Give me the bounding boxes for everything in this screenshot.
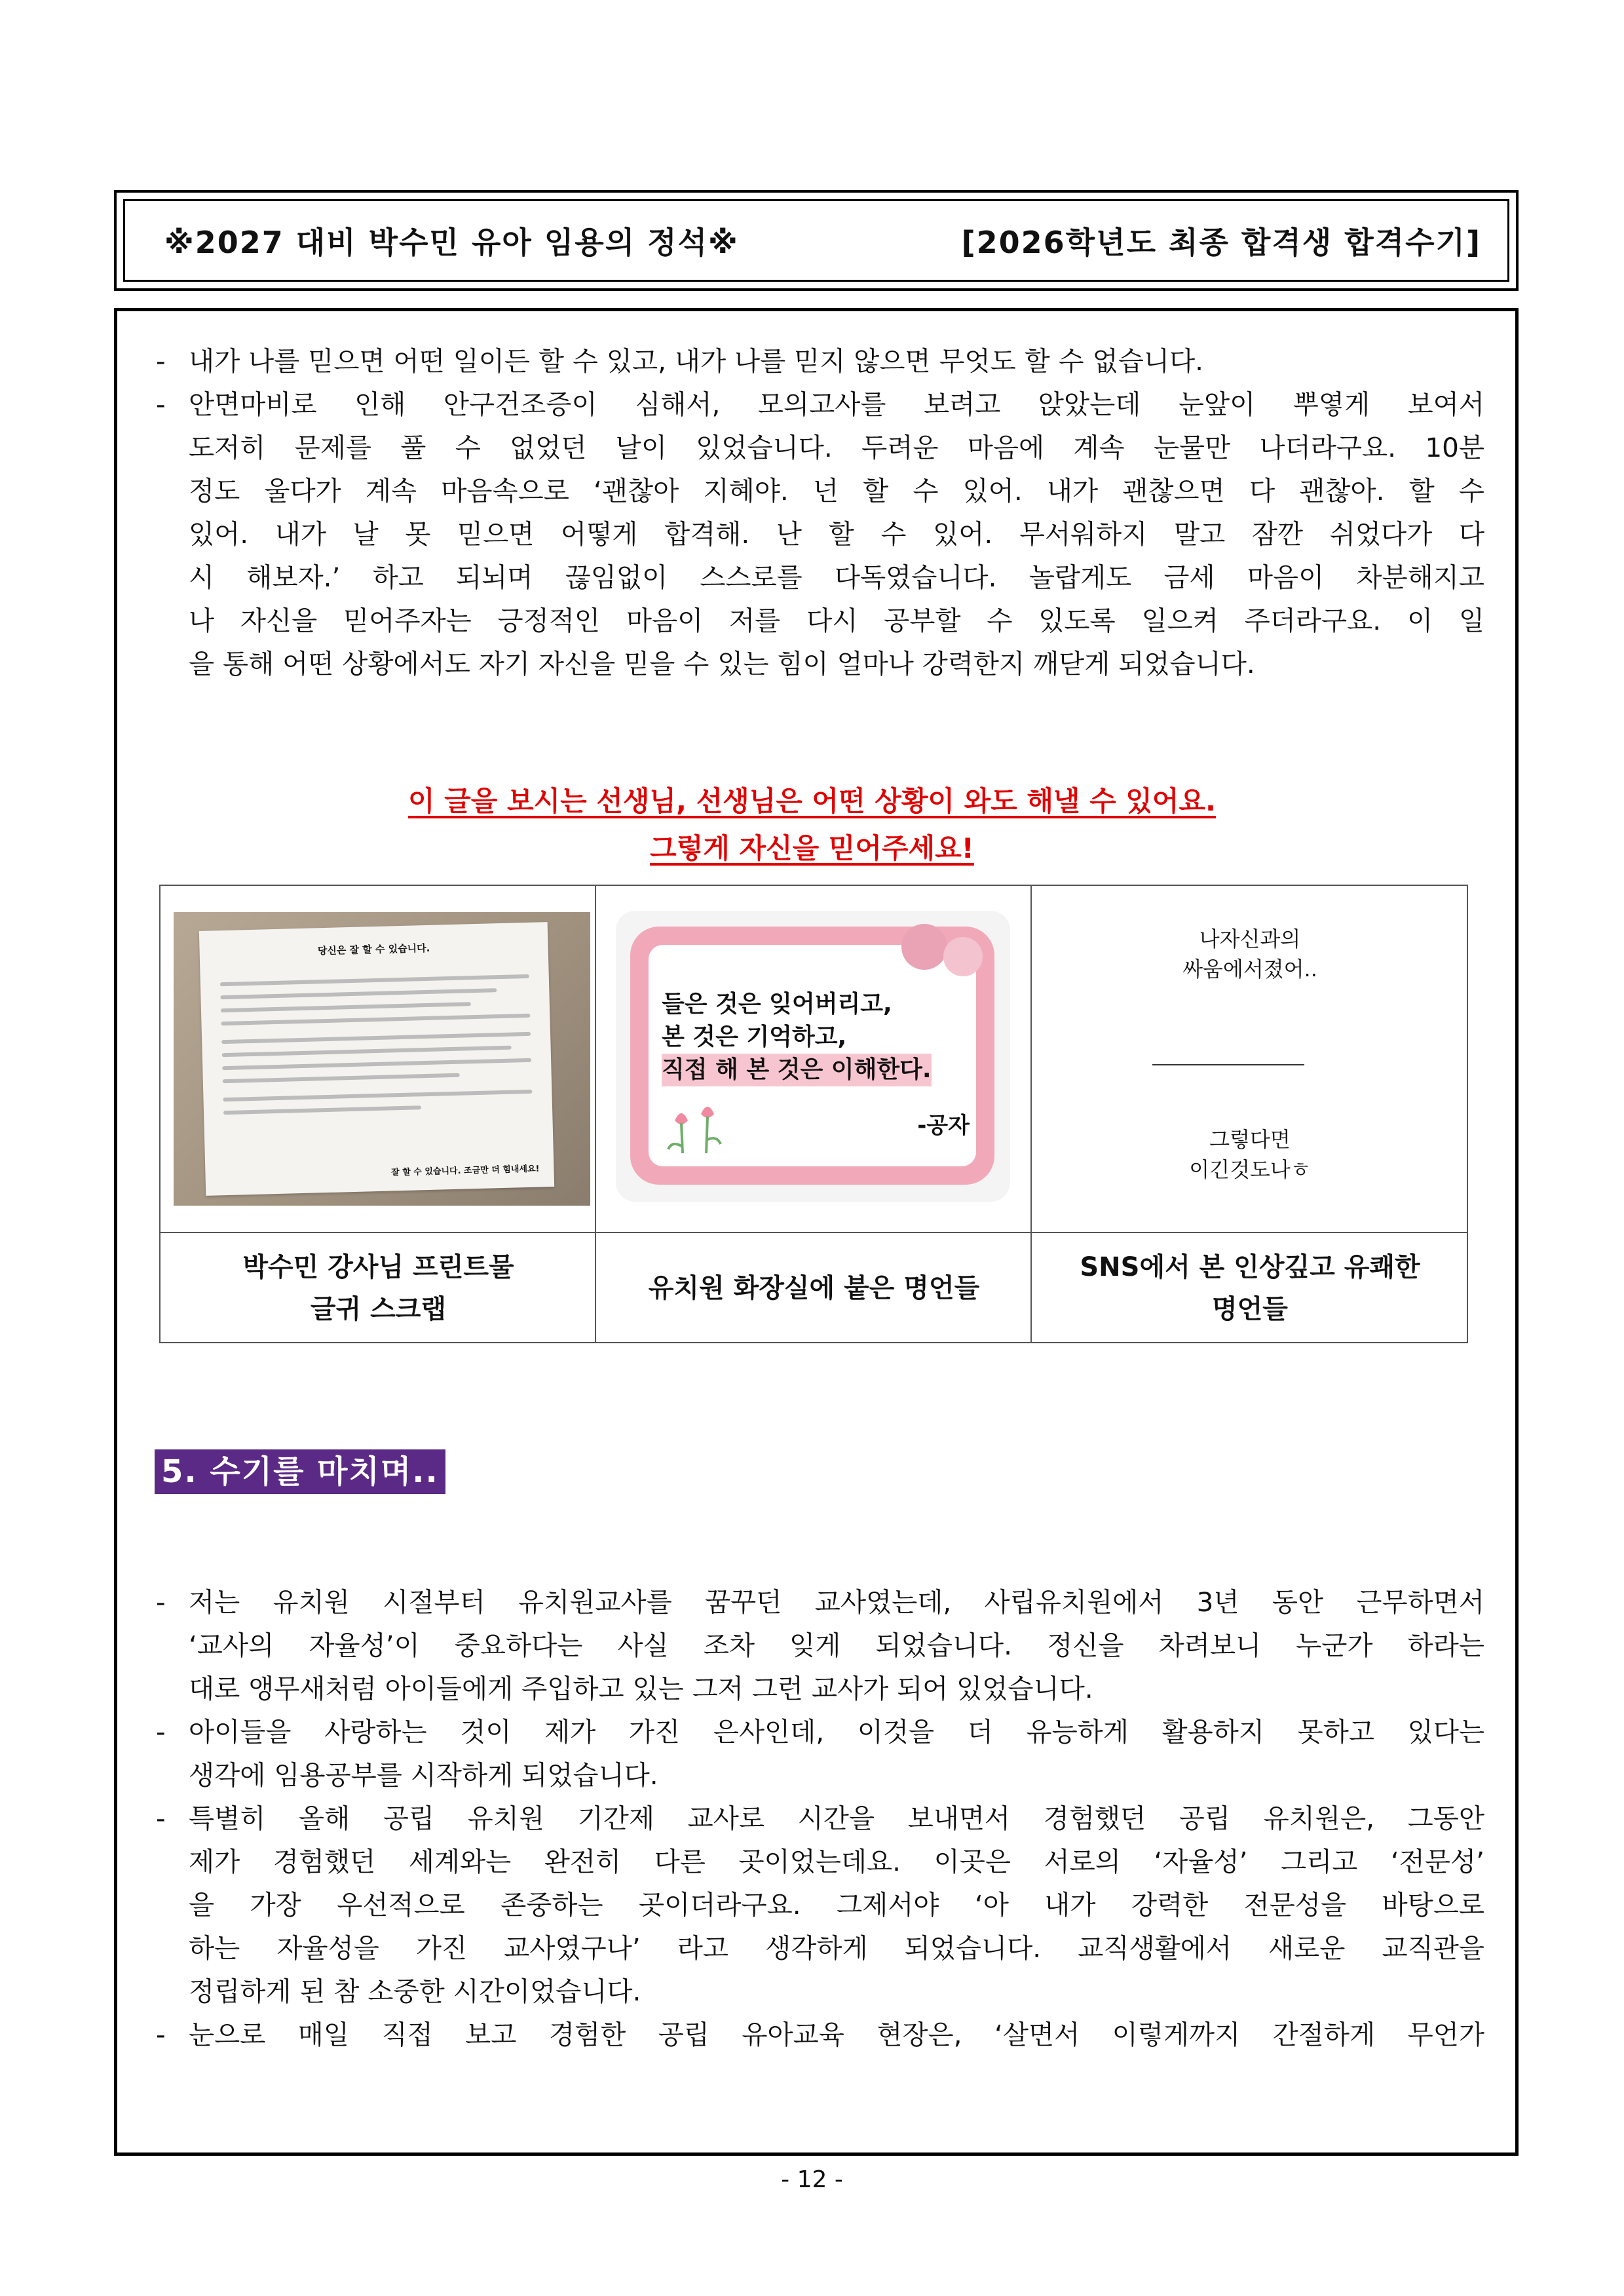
page-number: - 12 - xyxy=(781,2166,843,2193)
bullet-dash: - xyxy=(156,1803,166,1834)
print-card-line xyxy=(223,1105,421,1115)
decoration-dot-icon xyxy=(901,924,947,970)
bullet-text: 을 통해 어떤 상황에서도 자기 자신을 믿을 수 있는 힘이 얼마나 강력한지 깨닫게 되었습니다. xyxy=(189,648,1255,679)
document-header-inner xyxy=(123,199,1509,282)
bullet-text: ‘교사의 자율성’이 중요하다는 사실 조차 잊게 되었습니다. 정신을 차려보니 누군가 하라는 xyxy=(189,1630,1484,1661)
print-card-title: 당신은 잘 할 수 있습니다. xyxy=(317,942,430,957)
caption-line: 글귀 스크랩 xyxy=(310,1294,447,1324)
bullet-line xyxy=(148,1840,1484,1883)
print-card-line xyxy=(220,974,529,986)
sns-divider xyxy=(1152,1064,1304,1065)
bullet-text: 정도 울다가 계속 마음속으로 ‘괜찮아 지혜야. 넌 할 수 있어. 내가 괜찮으면 다 괜찮아. 할 수 xyxy=(189,475,1484,507)
bullet-dash: - xyxy=(156,2019,166,2050)
caption-line: SNS에서 본 인상깊고 유쾌한 xyxy=(1080,1252,1420,1282)
table-caption-3 xyxy=(1032,1233,1468,1343)
print-card-line xyxy=(221,1032,531,1044)
bullet-text: 생각에 임용공부를 시작하게 되었습니다. xyxy=(189,1759,658,1791)
image-table xyxy=(159,885,1468,1343)
quote-text xyxy=(662,988,932,1086)
quote-author: -공자 xyxy=(917,1113,970,1139)
top-bullet-list xyxy=(148,339,1484,685)
bullet-line xyxy=(148,1926,1484,1970)
bullet-line xyxy=(148,383,1484,426)
print-card-line xyxy=(220,988,497,999)
bullet-line xyxy=(148,1580,1484,1624)
bullet-line xyxy=(148,469,1484,512)
bullet-text: 시 해보자.’ 하고 되뇌며 끊임없이 스스로를 다독였습니다. 놀랍게도 금세 마음이 차분해지고 xyxy=(189,562,1484,593)
bullet-line xyxy=(148,1710,1484,1753)
sns-text: 이긴것도나ㅎ xyxy=(1189,1157,1311,1182)
bullet-line xyxy=(148,599,1484,642)
bullet-line xyxy=(148,1797,1484,1840)
section-title: 5. 수기를 마치며.. xyxy=(155,1449,445,1494)
bullet-text: 저는 유치원 시절부터 유치원교사를 꿈꾸던 교사였는데, 사립유치원에서 3년 동안 근무하면서 xyxy=(189,1586,1484,1618)
caption-line: 명언들 xyxy=(1212,1294,1288,1324)
bullet-text: 눈으로 매일 직접 보고 경험한 공립 유아교육 현장은, ‘살면서 이렇게까지 간절하게 무언가 xyxy=(189,2019,1484,2050)
print-card-line xyxy=(222,1058,531,1070)
print-card-line xyxy=(223,1073,460,1083)
bullet-text: 내가 나를 믿으면 어떤 일이든 할 수 있고, 내가 나를 믿지 않으면 무엇도 할 수 없습니다. xyxy=(189,345,1204,377)
kindergarten-quote-photo xyxy=(616,911,1010,1202)
quote-line: 본 것은 기억하고, xyxy=(662,1024,847,1050)
highlight-line-1: 이 글을 보시는 선생님, 선생님은 어떤 상황이 와도 해낼 수 있어요. xyxy=(407,785,1216,817)
print-card-line xyxy=(221,1014,530,1025)
print-card xyxy=(199,922,554,1196)
table-caption-1 xyxy=(161,1233,596,1343)
bullet-line xyxy=(148,339,1484,383)
bullet-text: 정립하게 된 참 소중한 시간이었습니다. xyxy=(189,1976,641,2007)
decoration-dot-icon xyxy=(943,937,983,976)
bullet-line xyxy=(148,2013,1484,2056)
caption-line: 유치원 화장실에 붙은 명언들 xyxy=(648,1273,980,1303)
bullet-line xyxy=(148,642,1484,685)
print-card-line xyxy=(223,1090,532,1101)
bullet-dash: - xyxy=(156,1716,166,1748)
bullet-text: 대로 앵무새처럼 아이들에게 주입하고 있는 그저 그런 교사가 되어 있었습니다. xyxy=(189,1673,1093,1704)
bullet-line xyxy=(148,556,1484,599)
quote-line: 들은 것은 잊어버리고, xyxy=(662,991,892,1018)
bullet-line xyxy=(148,1667,1484,1710)
bullet-line xyxy=(148,1970,1484,2013)
print-card-bottom: 잘 할 수 있습니다. 조금만 더 힘내세요! xyxy=(390,1164,540,1178)
bullet-line xyxy=(148,1624,1484,1667)
bullet-text: 특별히 올해 공립 유치원 기간제 교사로 시간을 보내면서 경험했던 공립 유치원은, 그동안 xyxy=(189,1803,1484,1834)
sns-text: 나자신과의 xyxy=(1199,927,1301,951)
bullet-text: 제가 경험했던 세계와는 완전히 다른 곳이었는데요. 이곳은 서로의 ‘자율성’ 그리고 ‘전문성’ xyxy=(189,1846,1484,1877)
sns-text: 그렇다면 xyxy=(1209,1127,1291,1152)
bullet-text: 아이들을 사랑하는 것이 제가 가진 은사인데, 이것을 더 유능하게 활용하지 못하고 있다는 xyxy=(189,1716,1484,1748)
bullet-text: 하는 자율성을 가진 교사였구나’ 라고 생각하게 되었습니다. 교직생활에서 새로운 교직관을 xyxy=(189,1932,1484,1964)
header-title-left: ※2027 대비 박수민 유아 임용의 정석※ xyxy=(164,225,739,260)
bullet-line xyxy=(148,1883,1484,1926)
quote-line: 직접 해 본 것은 이해한다. xyxy=(662,1054,932,1086)
bullet-line xyxy=(148,512,1484,556)
bottom-bullet-list xyxy=(148,1580,1484,2056)
bullet-text: 을 가장 우선적으로 존중하는 곳이더라구요. 그제서야 ‘아 내가 강력한 전문성을 바탕으로 xyxy=(189,1889,1484,1921)
bullet-text: 안면마비로 인해 안구건조증이 심해서, 모의고사를 보려고 앉았는데 눈앞이 뿌옇게 보여서 xyxy=(189,389,1484,420)
bullet-line xyxy=(148,426,1484,469)
sns-quote-bottom xyxy=(1032,1124,1468,1185)
document-header xyxy=(114,190,1519,291)
header-title-right: [2026학년도 최종 합격생 합격수기] xyxy=(961,225,1481,260)
bullet-dash: - xyxy=(156,389,166,420)
print-card-line xyxy=(221,1002,471,1012)
bullet-text: 있어. 내가 날 못 믿으면 어떻게 합격해. 난 할 수 있어. 무서워하지 말고 잠깐 쉬었다가 다 xyxy=(189,518,1484,550)
bullet-line xyxy=(148,1753,1484,1797)
table-caption-2 xyxy=(596,1233,1032,1343)
caption-line: 박수민 강사님 프린트물 xyxy=(242,1252,514,1282)
highlight-line-2: 그렇게 자신을 믿어주세요! xyxy=(650,832,974,864)
print-scrap-photo xyxy=(174,912,590,1206)
print-card-line xyxy=(222,1046,512,1058)
bullet-dash: - xyxy=(156,345,166,377)
sns-quote-top xyxy=(1032,924,1468,984)
sns-text: 싸움에서졌어.. xyxy=(1182,957,1317,982)
bullet-text: 도저히 문제를 풀 수 없었던 날이 있었습니다. 두려운 마음에 계속 눈물만 나더라구요. 10분 xyxy=(189,432,1484,463)
bullet-text: 나 자신을 믿어주자는 긍정적인 마음이 저를 다시 공부할 수 있도록 일으켜 주더라구요. 이 일 xyxy=(189,605,1485,636)
bullet-dash: - xyxy=(156,1586,166,1618)
tulip-icon xyxy=(662,1101,734,1160)
